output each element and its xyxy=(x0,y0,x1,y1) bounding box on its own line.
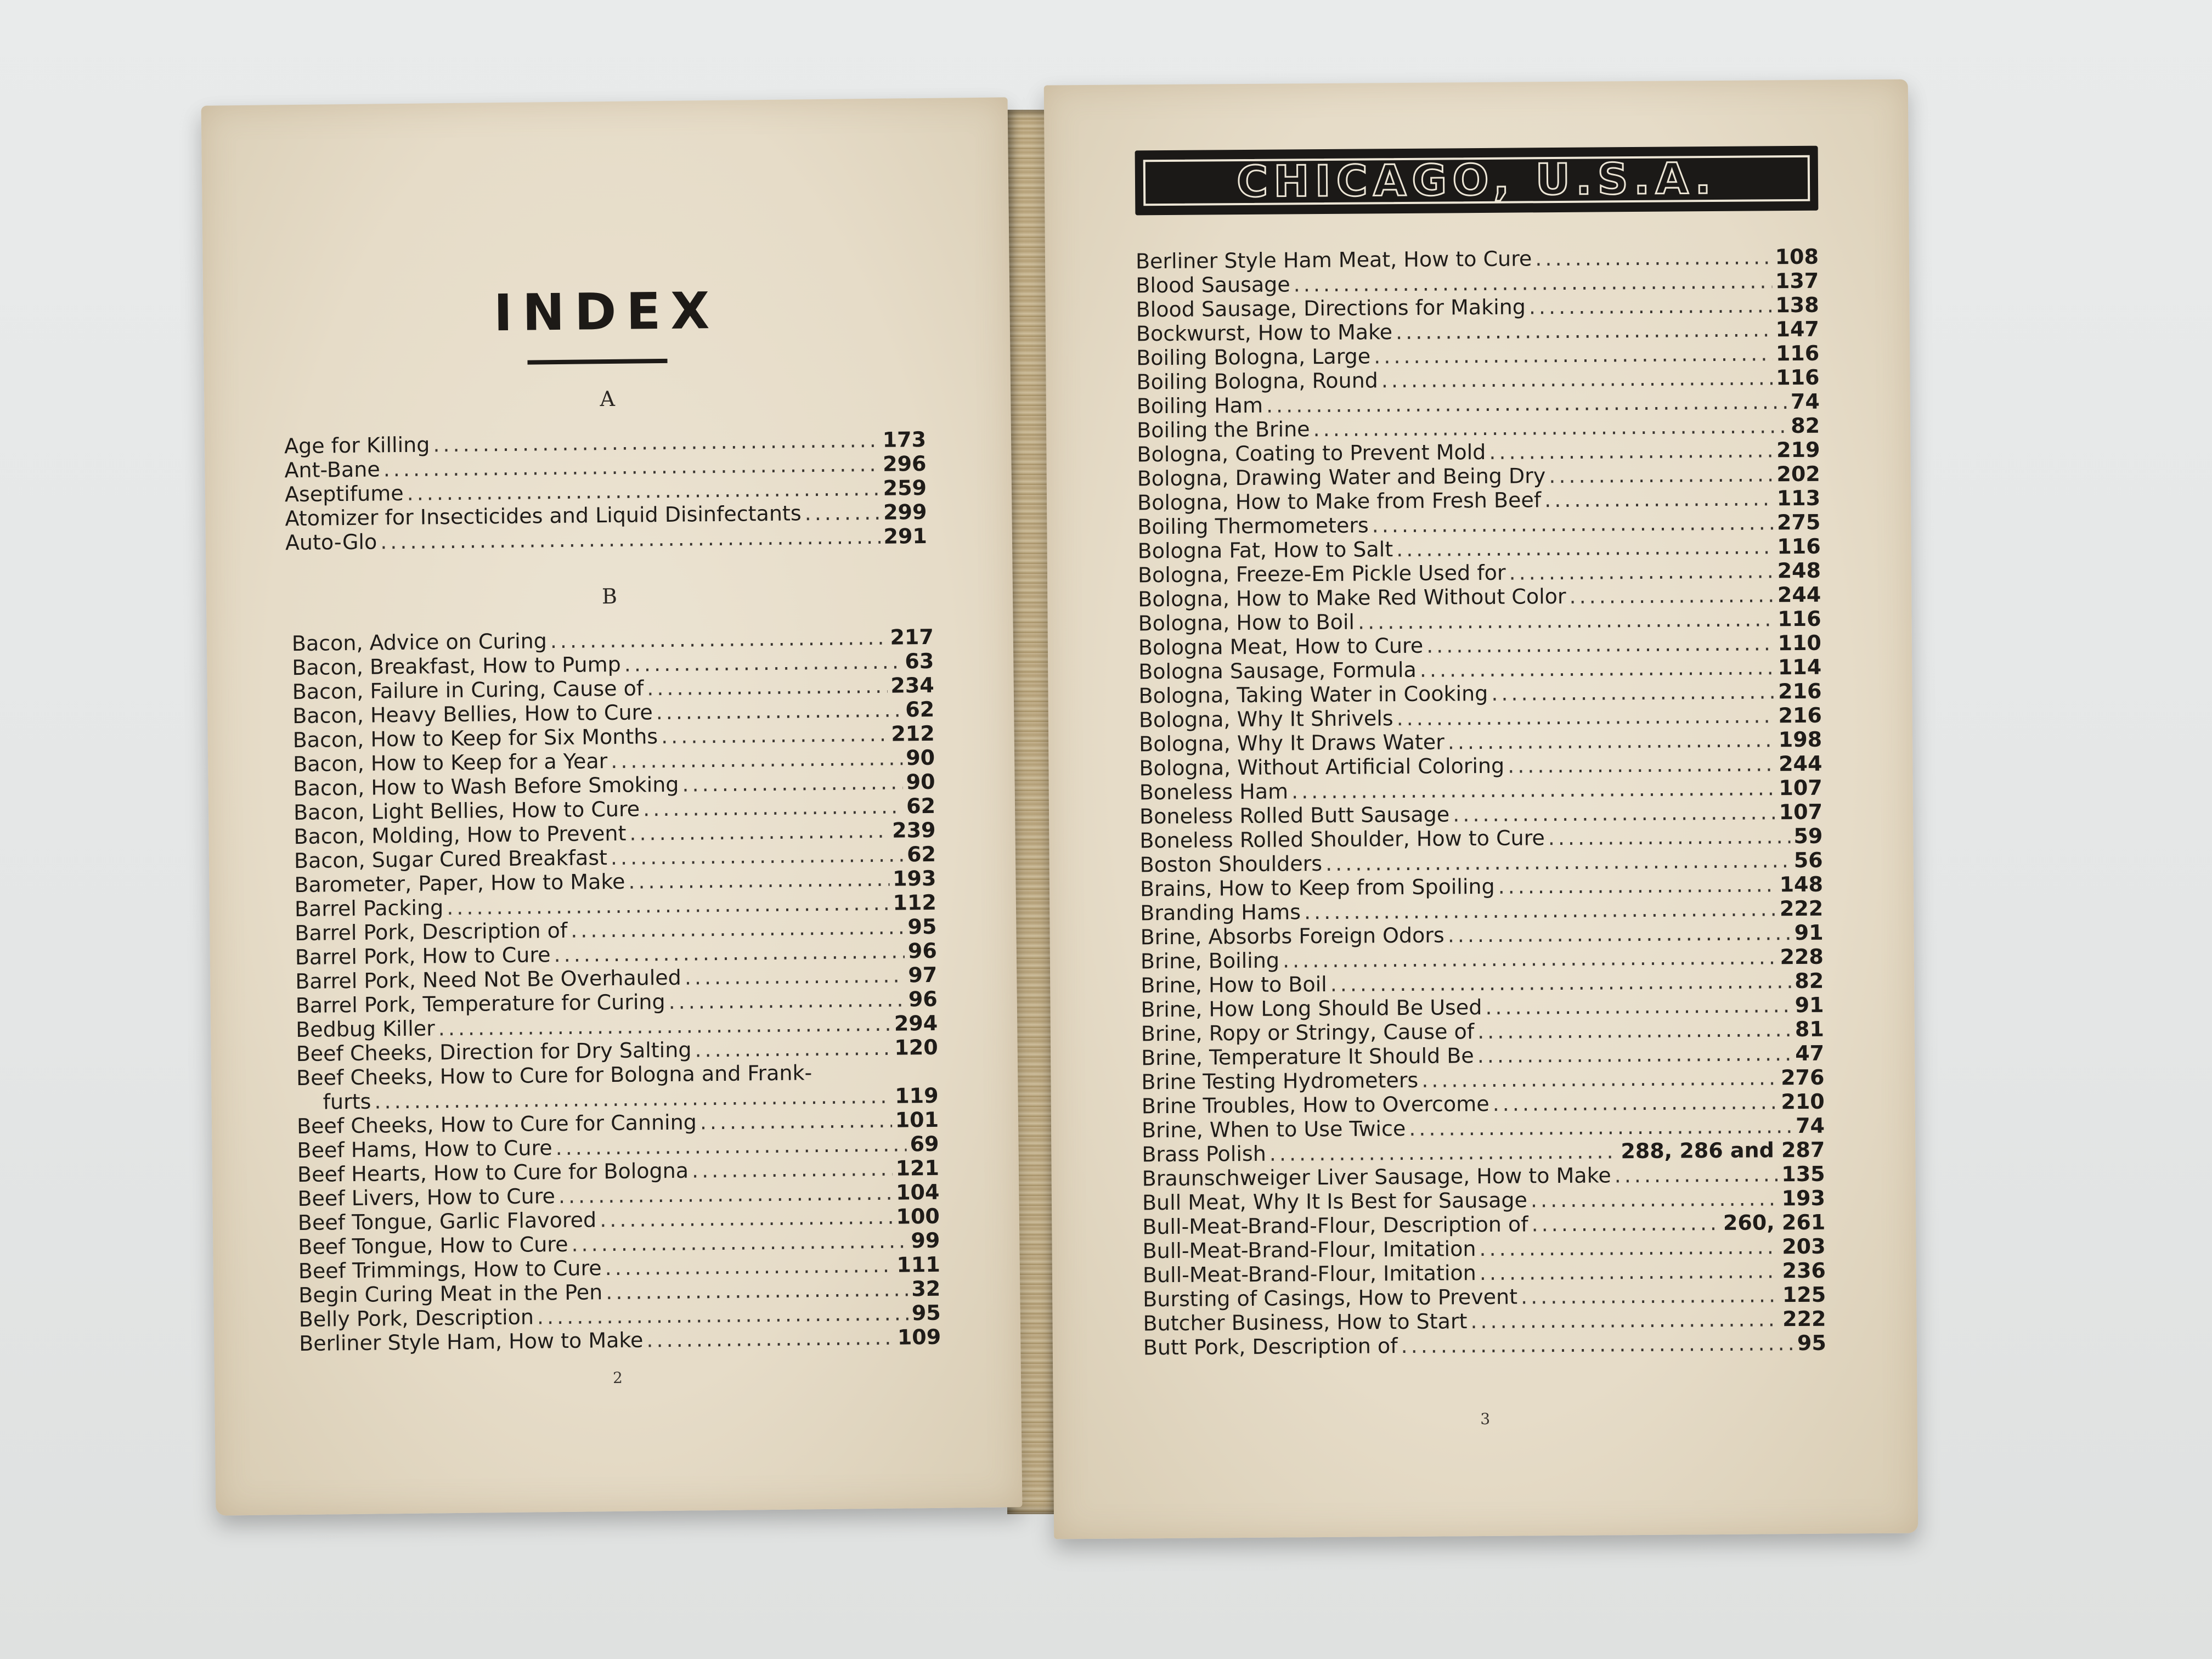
dot-leader xyxy=(1374,341,1773,368)
dot-leader xyxy=(643,794,903,821)
entry-title: Brine, When to Use Twice xyxy=(1141,1116,1406,1143)
entry-page: 210 xyxy=(1781,1089,1825,1114)
dot-leader xyxy=(1421,1065,1778,1092)
entry-title: Ant-Bane xyxy=(284,457,380,483)
entry-page: 121 xyxy=(895,1155,940,1181)
dot-leader xyxy=(1489,438,1773,464)
entry-title: Branding Hams xyxy=(1140,900,1301,926)
dot-leader xyxy=(558,1181,893,1208)
entry-title: Beef Cheeks, Direction for Dry Salting xyxy=(296,1037,692,1066)
entry-page: 56 xyxy=(1793,848,1823,873)
index-entry xyxy=(1143,1331,1826,1360)
entry-title: Bologna, Drawing Water and Being Dry xyxy=(1137,464,1546,491)
entry-page: 114 xyxy=(1778,654,1822,680)
entry-page: 62 xyxy=(905,697,935,722)
entry-title: Boiling Bologna, Round xyxy=(1136,368,1378,394)
entry-page: 193 xyxy=(1781,1186,1826,1211)
entry-page: 239 xyxy=(891,817,936,843)
entry-title: Brine, Ropy or Stringy, Cause of xyxy=(1141,1019,1475,1046)
dot-leader xyxy=(1479,1234,1779,1261)
entry-page: 82 xyxy=(1795,968,1824,994)
entry-title: Bologna, Coating to Prevent Mold xyxy=(1137,439,1486,467)
entry-page: 90 xyxy=(905,745,935,770)
entry-page: 212 xyxy=(891,721,935,746)
entry-page: 32 xyxy=(911,1276,941,1301)
entry-title: Bologna, Without Artificial Coloring xyxy=(1139,753,1505,781)
entry-title: Beef Tongue, How to Cure xyxy=(298,1232,568,1260)
entry-page: 62 xyxy=(906,842,936,867)
dot-leader xyxy=(804,500,880,525)
dot-leader xyxy=(628,867,889,894)
entry-page: 276 xyxy=(1780,1065,1825,1090)
entry-page: 138 xyxy=(1775,292,1819,318)
entry-page: 95 xyxy=(1797,1330,1826,1355)
dot-leader xyxy=(606,1277,909,1304)
entry-page: 109 xyxy=(897,1324,941,1350)
entry-page: 248 xyxy=(1777,558,1821,583)
entry-page: 63 xyxy=(905,648,934,674)
entry-title: Bull-Meat-Brand-Flour, Description of xyxy=(1142,1212,1528,1239)
entry-title: Barrel Packing xyxy=(294,895,444,922)
entry-page: 219 xyxy=(1776,437,1820,462)
dot-leader xyxy=(682,770,903,796)
entry-page: 125 xyxy=(1782,1282,1826,1307)
dot-leader xyxy=(554,939,905,967)
entry-title: Bologna Fat, How to Salt xyxy=(1137,537,1393,563)
entry-title: Bursting of Casings, How to Prevent xyxy=(1143,1284,1518,1312)
dot-leader xyxy=(537,1301,909,1329)
entry-page: 244 xyxy=(1777,582,1821,607)
entry-title: Brine, Absorbs Foreign Odors xyxy=(1140,923,1444,950)
entry-page: 112 xyxy=(893,890,937,915)
entry-page: 111 xyxy=(896,1252,941,1277)
dot-leader xyxy=(1372,510,1774,537)
entry-title: Bacon, Light Bellies, How to Cure xyxy=(293,797,640,825)
entry-title: Berliner Style Ham, How to Make xyxy=(298,1328,644,1356)
dot-leader xyxy=(1521,1283,1779,1308)
entry-page: 222 xyxy=(1782,1306,1826,1331)
entry-title: Brine, How Long Should Be Used xyxy=(1141,995,1482,1022)
entry-page: 97 xyxy=(908,962,938,988)
dot-leader xyxy=(656,697,902,724)
right-page xyxy=(1044,80,1918,1539)
entry-page: 95 xyxy=(911,1300,941,1325)
entry-title: Bologna, Freeze-Em Pickle Used for xyxy=(1137,560,1506,588)
entry-title: Beef Hams, How to Cure xyxy=(297,1136,552,1163)
entry-title: Bacon, Sugar Cured Breakfast xyxy=(294,845,608,873)
entry-title: Boiling Thermometers xyxy=(1137,513,1369,539)
entry-title: Bologna Sausage, Formula xyxy=(1138,657,1417,684)
dot-leader xyxy=(1477,1041,1792,1068)
index-title: INDEX xyxy=(493,281,720,343)
entry-title: Atomizer for Insecticides and Liquid Disinfectants xyxy=(285,501,802,531)
dot-leader xyxy=(1396,703,1775,730)
entry-title: Barrel Pork, How to Cure xyxy=(295,943,551,970)
entry-page: 116 xyxy=(1777,534,1821,559)
entry-title: Barrel Pork, Temperature for Curing xyxy=(295,989,665,1018)
entry-page: 193 xyxy=(892,866,936,891)
entry-title: Belly Pork, Description xyxy=(298,1305,534,1332)
dot-leader xyxy=(1294,269,1773,296)
entry-title: Boneless Rolled Shoulder, How to Cure xyxy=(1139,826,1545,853)
entry-title: Begin Curing Meat in the Pen xyxy=(298,1280,603,1308)
entry-page: 107 xyxy=(1779,775,1822,800)
dot-leader xyxy=(1477,1017,1792,1043)
section-letter-a: A xyxy=(600,386,616,411)
entry-title: Brass Polish xyxy=(1142,1141,1266,1167)
dot-leader xyxy=(1409,1114,1792,1141)
left-page xyxy=(201,97,1023,1515)
dot-leader xyxy=(700,1108,892,1135)
dot-leader xyxy=(1480,1259,1779,1285)
entry-page: 62 xyxy=(906,793,936,819)
dot-leader xyxy=(1401,1331,1794,1358)
entry-title: Brine Troubles, How to Overcome xyxy=(1141,1091,1489,1119)
entry-title: Bologna Meat, How to Cure xyxy=(1138,633,1424,660)
dot-leader xyxy=(571,1228,907,1256)
entry-title: Bologna, Taking Water in Cooking xyxy=(1138,681,1488,708)
entry-page: 173 xyxy=(882,427,927,452)
entry-page: 47 xyxy=(1795,1041,1825,1066)
entry-title: Bedbug Killer xyxy=(296,1016,436,1042)
dot-leader xyxy=(1266,390,1787,417)
entry-title: Brine, How to Boil xyxy=(1141,972,1327,998)
entry-page: 81 xyxy=(1795,1017,1824,1042)
entry-title: Boneless Rolled Butt Sausage xyxy=(1139,802,1450,829)
dot-leader xyxy=(1614,1162,1778,1187)
dot-leader xyxy=(571,915,905,942)
entry-page: 90 xyxy=(906,769,935,794)
entry-title: Bologna, Why It Shrivels xyxy=(1138,706,1393,732)
entry-title: Bull-Meat-Brand-Flour, Imitation xyxy=(1142,1237,1476,1263)
page-number-right: 3 xyxy=(1480,1409,1491,1429)
dot-leader xyxy=(605,1253,893,1280)
entry-title: Bacon, Failure in Curing, Cause of xyxy=(292,676,644,704)
entry-page: 296 xyxy=(882,451,927,476)
dot-leader xyxy=(624,649,902,676)
dot-leader xyxy=(1549,462,1773,488)
entry-title: Bologna, Why It Draws Water xyxy=(1139,730,1444,757)
chicago-banner xyxy=(1135,146,1819,216)
entry-title: Age for Killing xyxy=(284,432,430,459)
entry-title: Bacon, How to Keep for Six Months xyxy=(292,724,658,753)
entry-title: Boneless Ham xyxy=(1139,779,1289,805)
dot-leader xyxy=(1529,293,1773,319)
dot-leader xyxy=(1420,655,1775,682)
entry-page: 110 xyxy=(1778,630,1822,656)
entry-title: Boiling the Brine xyxy=(1137,417,1310,443)
entry-title: Beef Livers, How to Cure xyxy=(297,1184,556,1211)
entry-page: 135 xyxy=(1781,1161,1825,1187)
entry-title: Braunschweiger Liver Sausage, How to Make xyxy=(1142,1163,1611,1191)
entry-title: Bologna, How to Boil xyxy=(1138,610,1355,636)
dot-leader xyxy=(1330,969,1792,996)
entry-page: 91 xyxy=(1794,920,1824,945)
entry-page: 108 xyxy=(1775,244,1819,269)
entry-page: 116 xyxy=(1776,365,1820,390)
section-a-entries xyxy=(284,427,927,555)
entry-page: 216 xyxy=(1778,679,1822,704)
entry-title: Beef Tongue, Garlic Flavored xyxy=(297,1207,597,1235)
entry-title: Brine, Boiling xyxy=(1140,948,1280,974)
entry-title: furts xyxy=(323,1089,371,1114)
entry-page: 91 xyxy=(1795,992,1824,1018)
dot-leader xyxy=(1535,245,1772,270)
entry-page: 137 xyxy=(1775,268,1819,294)
title-rule xyxy=(527,359,667,365)
entry-title: Bacon, How to Keep for a Year xyxy=(292,749,608,777)
dot-leader xyxy=(1283,945,1777,972)
entry-title: Brine Testing Hydrometers xyxy=(1141,1068,1419,1094)
entry-title: Berliner Style Ham Meat, How to Cure xyxy=(1135,246,1532,274)
entry-title: Butt Pork, Description of xyxy=(1143,1334,1398,1360)
entry-page: 104 xyxy=(895,1180,940,1205)
entry-page: 96 xyxy=(908,986,938,1012)
entry-page: 275 xyxy=(1776,510,1821,535)
entry-page: 202 xyxy=(1776,461,1820,487)
entry-title: Beef Cheeks, How to Cure for Bologna and Frank- xyxy=(296,1060,812,1091)
dot-leader xyxy=(1304,896,1776,924)
entry-title: Boiling Bologna, Large xyxy=(1136,344,1371,370)
entry-page: 217 xyxy=(890,624,934,650)
dot-leader xyxy=(1313,414,1787,441)
dot-leader xyxy=(629,819,889,845)
entry-page: 259 xyxy=(883,475,927,500)
entry-page: 116 xyxy=(1778,606,1821,631)
dot-leader xyxy=(611,842,904,870)
entry-title: Bacon, How to Wash Before Smoking xyxy=(293,772,679,801)
dot-leader xyxy=(1531,1186,1779,1212)
entry-title: Butcher Business, How to Start xyxy=(1143,1309,1468,1336)
dot-leader xyxy=(1426,631,1775,657)
entry-page: 228 xyxy=(1780,944,1824,969)
section-letter-b: B xyxy=(601,584,618,609)
entry-page: 113 xyxy=(1776,486,1821,511)
dot-leader xyxy=(1544,486,1774,512)
entry-page: 147 xyxy=(1775,317,1820,342)
entry-title: Auto-Glo xyxy=(285,529,377,555)
entry-page: 294 xyxy=(894,1011,938,1036)
entry-page: 260, 261 xyxy=(1723,1210,1826,1235)
dot-leader xyxy=(1448,921,1791,947)
entry-page: 203 xyxy=(1782,1234,1826,1259)
entry-page: 74 xyxy=(1795,1113,1825,1138)
dot-leader xyxy=(1396,534,1774,561)
entry-page: 95 xyxy=(907,914,937,939)
entry-title: Blood Sausage, Directions for Making xyxy=(1136,295,1526,322)
dot-leader xyxy=(647,674,888,701)
entry-page: 288, 286 and 287 xyxy=(1621,1137,1825,1164)
entry-page: 101 xyxy=(895,1107,939,1132)
dot-leader xyxy=(1491,679,1775,706)
dot-leader xyxy=(1485,993,1792,1019)
entry-page: 222 xyxy=(1779,896,1824,921)
dot-leader xyxy=(692,1156,893,1183)
entry-page: 244 xyxy=(1778,751,1822,776)
dot-leader xyxy=(1269,1139,1618,1165)
entry-title: Bockwurst, How to Make xyxy=(1136,320,1393,346)
entry-page: 59 xyxy=(1793,823,1823,849)
entry-title: Bacon, Molding, How to Prevent xyxy=(294,821,627,849)
entry-page: 236 xyxy=(1782,1258,1826,1283)
dot-leader xyxy=(550,625,887,653)
entry-title: Bull-Meat-Brand-Flour, Imitation xyxy=(1142,1261,1476,1288)
entry-page: 96 xyxy=(907,938,938,963)
dot-leader xyxy=(1453,800,1776,826)
dot-leader xyxy=(1508,752,1775,777)
entry-title: Bologna, How to Make Red Without Color xyxy=(1138,584,1566,612)
entry-page: 198 xyxy=(1778,727,1822,752)
dot-leader xyxy=(1396,317,1773,344)
dot-leader xyxy=(1531,1211,1720,1236)
entry-title: Brine, Temperature It Should Be xyxy=(1141,1043,1474,1070)
entry-title: Barometer, Paper, How to Make xyxy=(294,869,625,898)
section-b-entries xyxy=(292,625,941,1356)
entry-title: Beef Hearts, How to Cure for Bologna xyxy=(297,1158,689,1187)
right-entries xyxy=(1136,245,1826,1360)
entry-page: 119 xyxy=(894,1083,939,1108)
entry-page: 216 xyxy=(1778,703,1822,728)
entry-page: 74 xyxy=(1790,389,1820,414)
entry-title: Barrel Pork, Need Not Be Overhauled xyxy=(295,965,682,994)
dot-leader xyxy=(611,746,902,773)
dot-leader xyxy=(1548,824,1791,850)
dot-leader xyxy=(380,524,881,554)
page-number-left: 2 xyxy=(612,1368,623,1387)
dot-leader xyxy=(1492,1090,1778,1116)
entry-page: 234 xyxy=(890,673,934,698)
entry-title: Boiling Ham xyxy=(1136,393,1263,419)
entry-title: Bologna, How to Make from Fresh Beef xyxy=(1137,488,1542,515)
entry-title: Bacon, Heavy Bellies, How to Cure xyxy=(292,700,653,729)
dot-leader xyxy=(661,722,888,748)
dot-leader xyxy=(646,1325,894,1352)
entry-title: Beef Trimmings, How to Cure xyxy=(298,1256,602,1284)
banner-text: CHICAGO, U.S.A. xyxy=(1143,155,1810,206)
dot-leader xyxy=(1448,727,1775,754)
dot-leader xyxy=(1358,607,1775,634)
entry-page: 148 xyxy=(1779,872,1824,897)
entry-title: Bull Meat, Why It Is Best for Sausage xyxy=(1142,1188,1528,1215)
entry-title: Bacon, Advice on Curing xyxy=(291,629,548,656)
dot-leader xyxy=(1381,365,1773,392)
dot-leader xyxy=(1470,1307,1779,1333)
dot-leader xyxy=(695,1036,891,1062)
dot-leader xyxy=(668,987,905,1014)
entry-title: Boston Shoulders xyxy=(1139,851,1323,877)
entry-title: Blood Sausage xyxy=(1136,272,1290,298)
dot-leader xyxy=(685,963,905,989)
dot-leader xyxy=(1325,848,1791,876)
dot-leader xyxy=(600,1205,893,1232)
entry-page: 100 xyxy=(896,1204,940,1229)
dot-leader xyxy=(555,1132,906,1160)
dot-leader xyxy=(1509,558,1774,584)
entry-title: Barrel Pork, Description of xyxy=(295,918,568,946)
entry-page: 99 xyxy=(911,1228,940,1253)
entry-page: 120 xyxy=(894,1035,938,1060)
entry-page: 69 xyxy=(910,1131,939,1156)
entry-page: 116 xyxy=(1775,341,1820,366)
entry-title: Brains, How to Keep from Spoiling xyxy=(1139,874,1495,901)
entry-title: Bacon, Breakfast, How to Pump xyxy=(292,652,621,680)
entry-page: 82 xyxy=(1791,413,1820,438)
entry-page: 299 xyxy=(883,499,927,524)
dot-leader xyxy=(1291,776,1776,803)
dot-leader xyxy=(1498,872,1776,899)
entry-title: Beef Cheeks, How to Cure for Canning xyxy=(296,1110,697,1139)
entry-title: Aseptifume xyxy=(284,481,404,507)
dot-leader xyxy=(1569,583,1774,608)
entry-page: 107 xyxy=(1779,799,1823,825)
entry-page: 291 xyxy=(883,523,928,549)
